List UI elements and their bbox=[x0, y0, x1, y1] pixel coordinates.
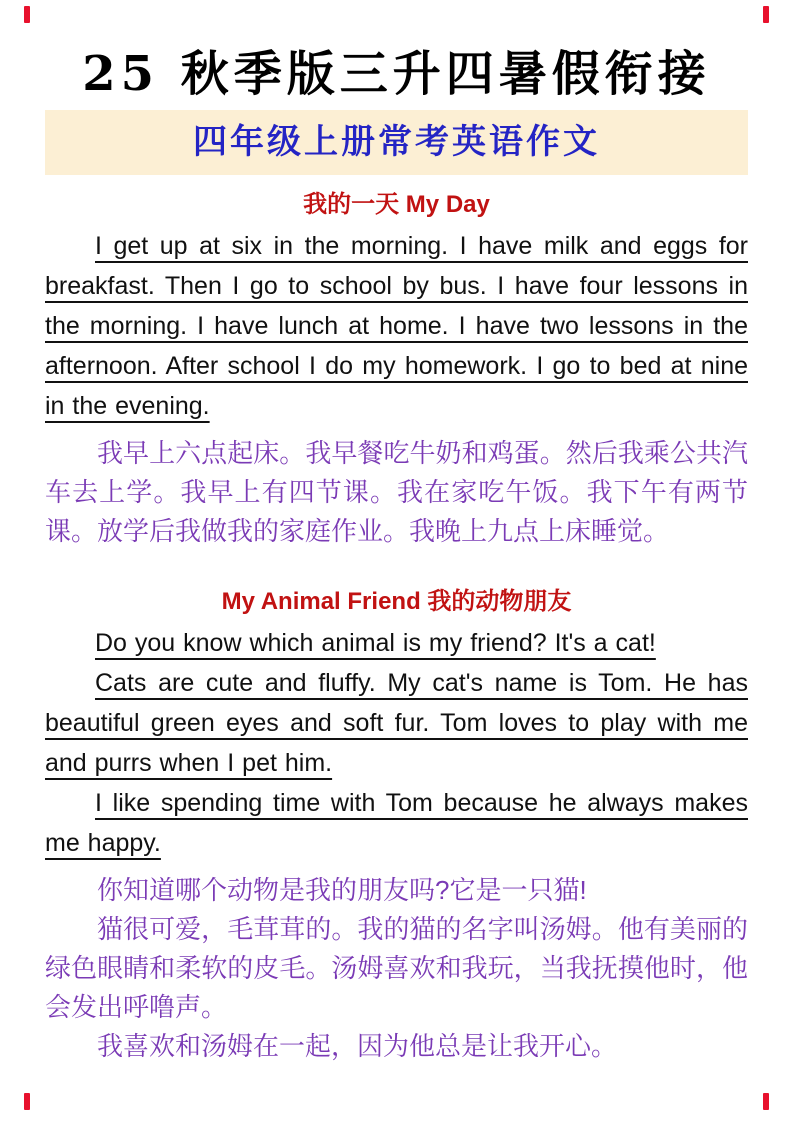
english-paragraph: I like spending time with Tom because he always makes me happy. bbox=[45, 789, 748, 857]
essay-section-my-day bbox=[45, 190, 748, 551]
english-paragraph: Do you know which animal is my friend? It's a cat! bbox=[95, 629, 656, 657]
corner-mark-bottom-left bbox=[24, 1093, 30, 1110]
chinese-translation-paragraph: 你知道哪个动物是我的朋友吗?它是一只猫! bbox=[97, 875, 587, 905]
chinese-translation-paragraph: 我早上六点起床。我早餐吃牛奶和鸡蛋。然后我乘公共汽车去上学。我早上有四节课。我在家吃午饭。我下午有两节课。放学后我做我的家庭作业。我晚上九点上床睡觉。 bbox=[45, 438, 748, 546]
english-paragraph: Cats are cute and fluffy. My cat's name is Tom. He has beautiful green eyes and soft fur. Tom loves to play with me and purrs when I pet him. bbox=[45, 669, 748, 777]
page-title: 25 秋季版三升四暑假衔接 bbox=[82, 46, 711, 102]
chinese-translation-paragraph: 我喜欢和汤姆在一起，因为他总是让我开心。 bbox=[97, 1031, 618, 1061]
chinese-translation-paragraph: 猫很可爱，毛茸茸的。我的猫的名字叫汤姆。他有美丽的绿色眼睛和柔软的皮毛。汤姆喜欢和我玩，当我抚摸他时，他会发出呼噜声。 bbox=[45, 914, 748, 1022]
subtitle-banner bbox=[45, 110, 748, 175]
essay-section-my-animal-friend bbox=[45, 587, 748, 1066]
corner-mark-bottom-right bbox=[763, 1093, 769, 1110]
english-paragraph: I get up at six in the morning. I have milk and eggs for breakfast. Then I go to school by bus. I have four lessons in the morning. I have lunch at home. I have two lessons in the afternoon. After school I do my homework. I go to bed at nine in the evening. bbox=[45, 232, 748, 420]
page-subtitle: 四年级上册常考英语作文 bbox=[193, 122, 600, 162]
essay-heading-my-day: 我的一天 My Day bbox=[303, 191, 490, 218]
corner-mark-top-right bbox=[763, 6, 769, 23]
corner-mark-top-left bbox=[24, 6, 30, 23]
essay-heading-my-animal-friend: My Animal Friend 我的动物朋友 bbox=[221, 588, 572, 615]
